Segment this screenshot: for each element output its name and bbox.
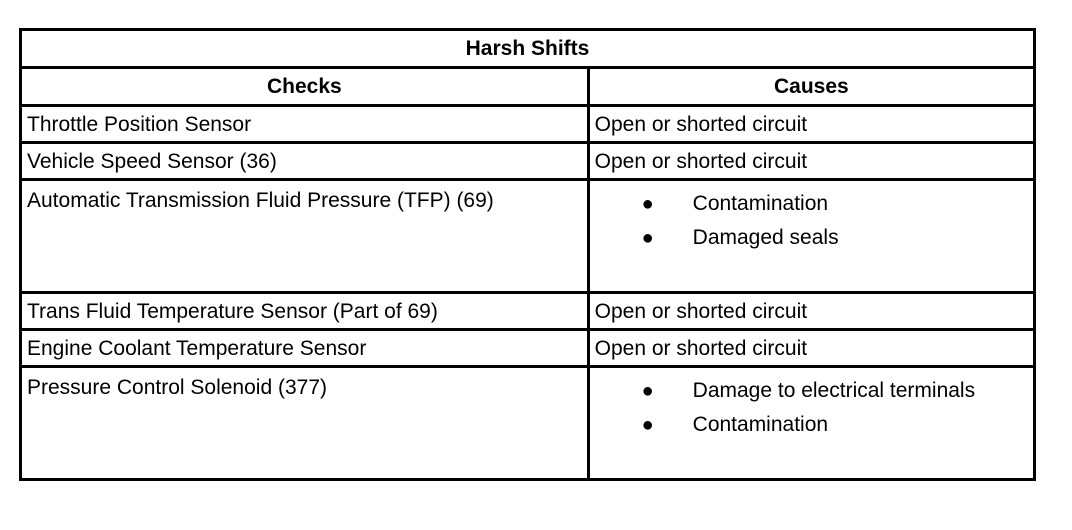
cause-text: Open or shorted circuit [594,336,808,360]
check-text: Vehicle Speed Sensor (36) [27,149,277,173]
table-row [21,367,1035,480]
cause-text: Damaged seals [692,226,839,249]
cause-text: Open or shorted circuit [594,149,808,173]
check-cell [21,367,589,480]
cause-list [590,368,1033,448]
check-text: Pressure Control Solenoid (377) [27,376,327,399]
cause-cell [588,367,1034,480]
table-row [21,330,1035,367]
check-text: Engine Coolant Temperature Sensor [27,336,367,360]
causes-header: Causes [588,68,1034,106]
cause-list [590,181,1033,261]
cause-text: Open or shorted circuit [594,299,808,323]
table-row [21,180,1035,293]
title-row [21,30,1035,68]
check-cell [21,330,589,367]
check-text: Throttle Position Sensor [27,112,252,136]
cause-text: Damage to electrical terminals [692,379,976,402]
cause-cell [588,180,1034,293]
bullet-icon: ● [641,414,654,436]
check-cell [21,143,589,180]
cause-list-item [590,414,1033,448]
cause-cell [588,106,1034,143]
cause-cell [588,293,1034,330]
cause-cell [588,330,1034,367]
check-cell [21,106,589,143]
table-row [21,143,1035,180]
cause-text: Open or shorted circuit [594,112,808,136]
cause-cell [588,143,1034,180]
bullet-icon: ● [641,227,654,249]
cause-text: Contamination [692,413,829,436]
cause-list-item [590,227,1033,261]
table-row [21,106,1035,143]
cause-list-item [590,193,1033,227]
header-row [21,68,1035,106]
cause-list-item [590,380,1033,414]
bullet-icon: ● [641,380,654,402]
table-row [21,293,1035,330]
bullet-icon: ● [641,193,654,215]
cause-text: Contamination [692,192,829,215]
check-cell [21,293,589,330]
check-text: Automatic Transmission Fluid Pressure (TFP) (69) [27,189,494,212]
checks-header: Checks [21,68,589,106]
table-title: Harsh Shifts [21,30,1035,68]
check-cell [21,180,589,293]
check-text: Trans Fluid Temperature Sensor (Part of 69) [27,299,438,323]
harsh-shifts-table [19,28,1036,481]
